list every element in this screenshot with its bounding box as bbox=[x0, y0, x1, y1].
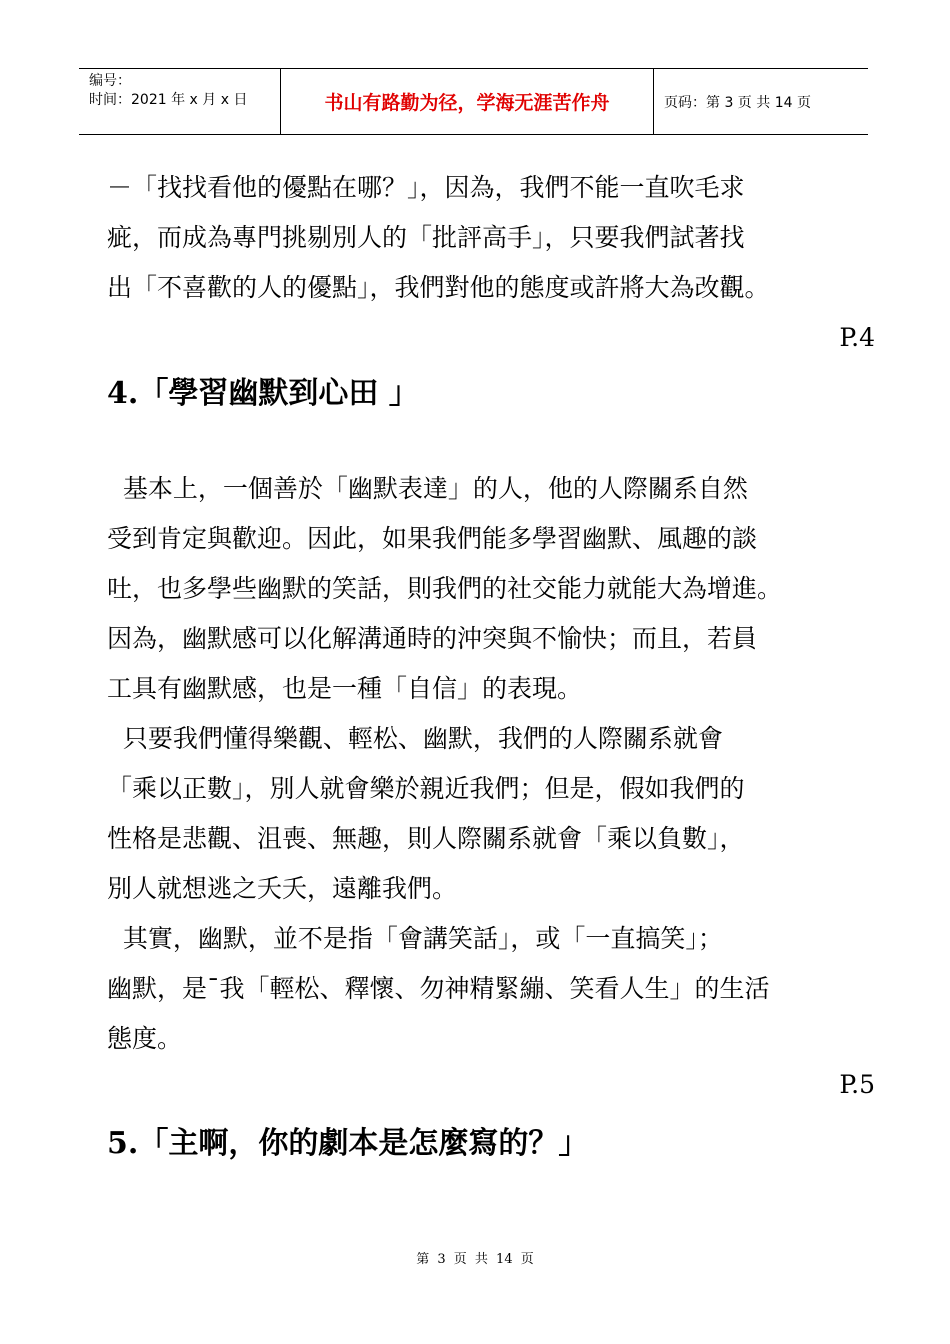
page-footer: 第 3 页 共 14 页 bbox=[416, 1252, 534, 1267]
section-4-title: 4.「學習幽默到心田 」 bbox=[107, 376, 419, 411]
section-top-line: 出「不喜歡的人的優點」，我們對他的態度或許將大為改觀。 bbox=[107, 273, 770, 302]
section-4-body bbox=[107, 464, 877, 1064]
section-4-paragraph: 基本上，一個善於「幽默表達」的人，他的人際關系自然 受到肯定與歡迎。因此，如果我們能多學習幽默、風趣的談 吐，也多學些幽默的笑話，則我們的社交能力就能大為增進。 因為，幽默感可以化解溝通時的沖突與不愉快；而且，若員 工具有幽默感，也是一種「自信」的表現。 bbox=[107, 474, 783, 703]
section-5-title: 5.「主啊，你的劇本是怎麼寫的？」 bbox=[107, 1126, 589, 1161]
page-header bbox=[79, 68, 868, 135]
section-top-line: 疵，而成為專門挑剔別人的「批評高手」，只要我們試著找 bbox=[107, 223, 745, 252]
header-number-label: 编号： bbox=[89, 73, 131, 89]
section-top-line: －「找找看他的優點在哪？」，因為，我們不能一直吹毛求 bbox=[107, 173, 745, 202]
page-ref-p5: P.5 bbox=[839, 1070, 875, 1099]
header-page-info: 页码：第 3 页 共 14 页 bbox=[664, 94, 811, 111]
header-meta bbox=[79, 69, 281, 134]
page-ref-p4: P.4 bbox=[839, 323, 875, 352]
section-4-paragraph: 其實，幽默，並不是指「會講笑話」，或「一直搞笑」； 幽默，是¯我「輕松、釋懷、勿神精緊繃、笑看人生」的生活 態度。 bbox=[107, 924, 770, 1053]
header-date-label: 时间：2021 年 x 月 x 日 bbox=[89, 92, 248, 108]
section-top-text bbox=[107, 163, 877, 313]
header-motto: 书山有路勤为径，学海无涯苦作舟 bbox=[281, 69, 654, 134]
section-4-paragraph: 只要我們懂得樂觀、輕松、幽默，我們的人際關系就會 「乘以正數」，別人就會樂於親近我們；但是，假如我們的 性格是悲觀、沮喪、無趣，則人際關系就會「乘以負數」， 別人就想逃之夭夭，遠離我們。 bbox=[107, 724, 745, 903]
